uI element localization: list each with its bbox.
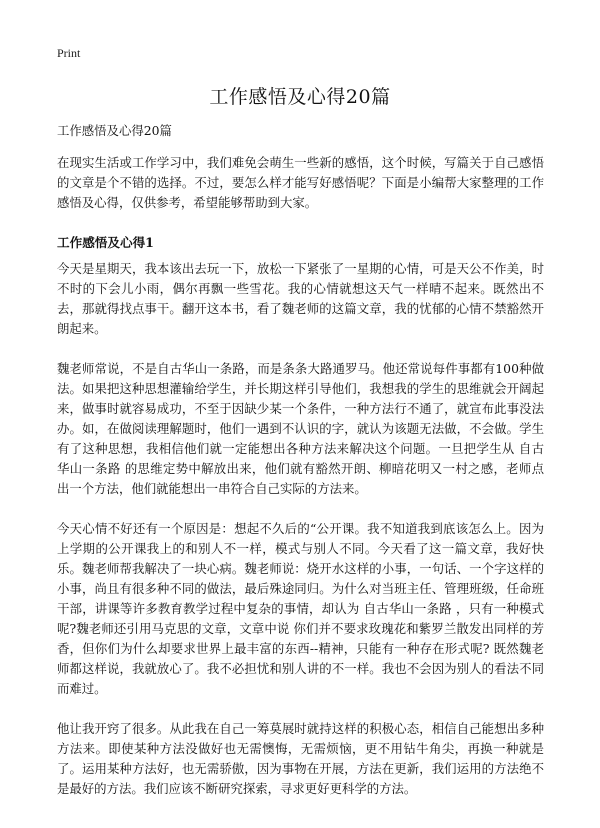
section-heading: 工作感悟及心得1	[57, 235, 154, 250]
document-body	[57, 121, 544, 819]
intro-paragraph: 在现实生活或工作学习中，我们难免会萌生一些新的感悟，这个时候，写篇关于自己感悟的文章是个不错的选择。不过，要怎么样才能写好感悟呢？下面是小编帮大家整理的工作感悟及心得，仅供参考，希望能够帮助到大家。	[57, 155, 544, 210]
body-paragraph: 今天心情不好还有一个原因是：想起不久后的“公开课。我不知道我到底该怎么上。因为上学期的公开课我上的和别人不一样，模式与别人不同。今天看了这一篇文章，我好快乐。魏老师帮我解决了一块心病。魏老师说：烧开水这样的小事，一句话、一个字这样的小事，尚且有很多种不同的做法，最后殊途同归。为什么对当班主任、管理班级，任命班干部，讲课等许多教育教学过程中复杂的事情，却认为 自古华山一条路 ，只有一种模式呢?魏老师还引用马克思的文章，文章中说 你们并不要求玫瑰花和紫罗兰散发出同样的芳香，但你们为什么却要求世界上最丰富的东西--精神，只能有一种存在形式呢? 既然魏老师都这样说，我就放心了。我不必担忧和别人讲的不一样。我也不会因为别人的看法不同而难过。	[57, 521, 544, 696]
page-title: 工作感悟及心得20篇	[209, 86, 391, 108]
body-paragraph: 今天是星期天，我本该出去玩一下，放松一下紧张了一星期的心情，可是天公不作美，时不时的下会儿小雨，偶尔再飘一些雪花。我的心情就想这天气一样晴不起来。既然出不去，那就得找点事干。翻开这本书，看了魏老师的这篇文章，我的忧郁的心情不禁豁然开朗起来。	[57, 261, 544, 336]
body-paragraph: 他让我开窍了很多。从此我在自己一筹莫展时就持这样的积极心态，相信自己能想出多种方法来。即使某种方法没做好也无需懊悔，无需烦恼，更不用钻牛角尖，再换一种就是了。运用某种方法好，也无需骄傲，因为事物在开展，方法在更新，我们运用的方法绝不是最好的方法。我们应该不断研究探索，寻求更好更科学的方法。	[57, 721, 544, 796]
document-subtitle: 工作感悟及心得20篇	[57, 123, 172, 138]
body-paragraph: 魏老师常说，不是自古华山一条路，而是条条大路通罗马。他还常说每件事都有100种做法。如果把这种思想灌输给学生，并长期这样引导他们，我想我的学生的思维就会开阔起来，做事时就容易成功，不至于因缺少某一个条件，一种方法行不通了，就宣布此事没法办。如，在做阅读理解题时，他们一遇到不认识的字，就认为该题无法做，不会做。学生有了这种思想，我相信他们就一定能想出各种方法来解决这个问题。一旦把学生从 自古华山一条路 的思维定势中解放出来，他们就有豁然开朗、柳暗花明又一村之感，老师点出一个方法，他们就能想出一串符合自己实际的方法来。	[57, 361, 544, 496]
print-link[interactable]: Print	[57, 46, 81, 60]
